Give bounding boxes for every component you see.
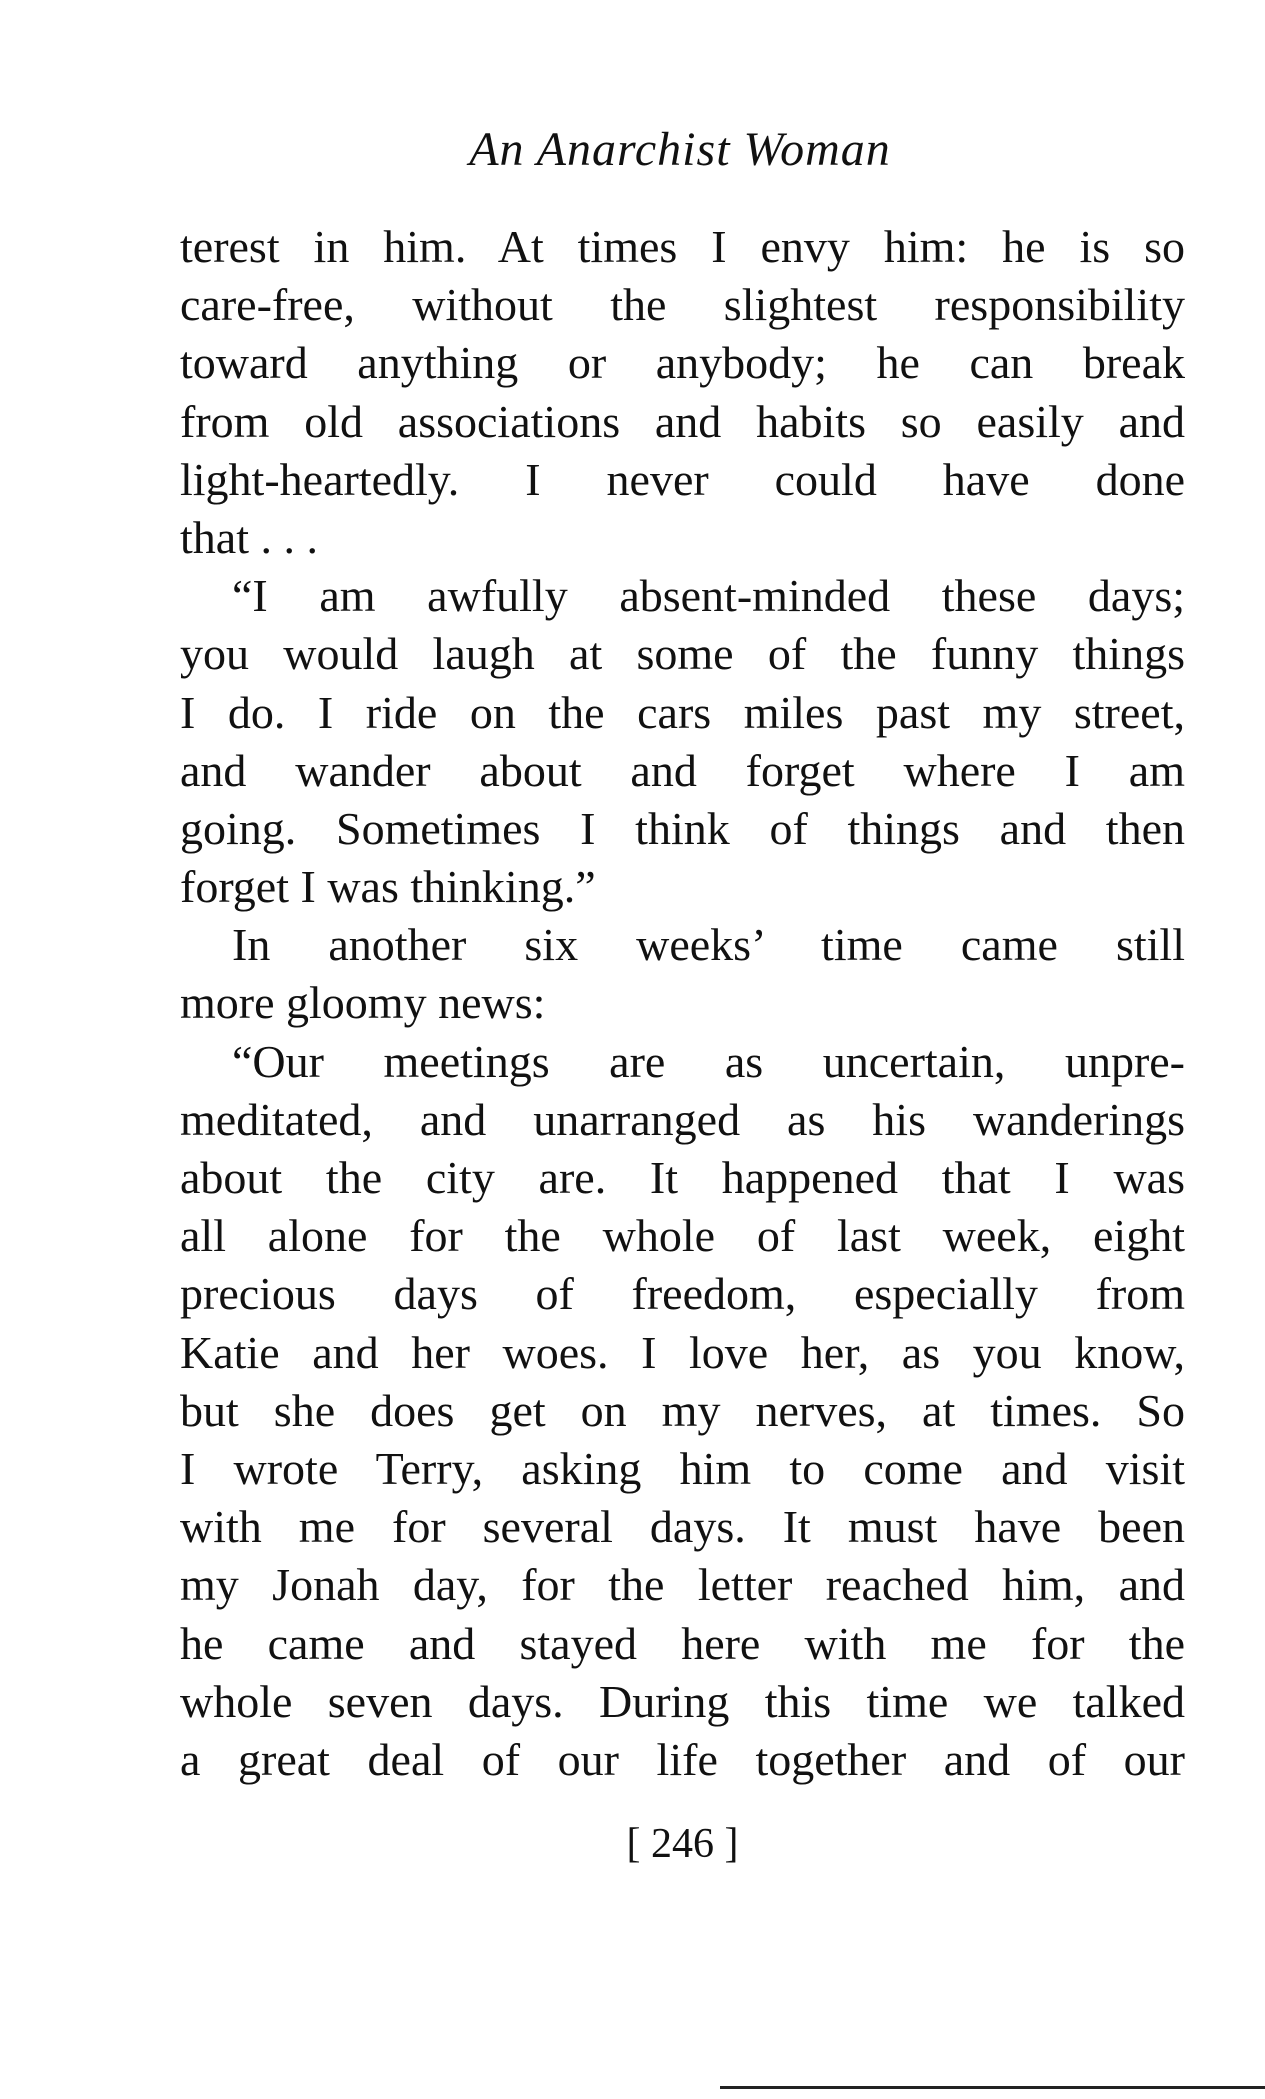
running-head: An Anarchist Woman — [469, 123, 891, 176]
text-line: whole seven days. During this time we talked — [180, 1675, 1185, 1727]
text-line: In another six weeks’ time came still — [232, 919, 1185, 971]
body-text — [180, 218, 1185, 1789]
text-line: toward anything or anybody; he can break — [180, 337, 1185, 389]
page-number: [ 246 ] — [626, 1821, 739, 1867]
bottom-rule — [720, 2086, 1265, 2089]
text-line: I do. I ride on the cars miles past my street, — [180, 686, 1185, 738]
text-line: my Jonah day, for the letter reached him, and — [180, 1559, 1185, 1611]
text-line: that . . . — [180, 511, 318, 563]
text-line: a great deal of our life together and of our — [180, 1733, 1185, 1785]
text-line: but she does get on my nerves, at times. So — [180, 1384, 1185, 1436]
text-line: more gloomy news: — [180, 977, 546, 1029]
text-line: light-heartedly. I never could have done — [180, 453, 1185, 505]
text-line: care-free, without the slightest responsibility — [180, 279, 1185, 331]
text-line: you would laugh at some of the funny things — [180, 628, 1185, 680]
text-line: about the city are. It happened that I was — [180, 1152, 1185, 1203]
text-line: and wander about and forget where I am — [180, 744, 1185, 796]
text-line: with me for several days. It must have been — [180, 1501, 1185, 1553]
text-line: “Our meetings are as uncertain, unpre- — [232, 1035, 1185, 1087]
text-line: from old associations and habits so easily and — [180, 395, 1185, 447]
text-line: meditated, and unarranged as his wanderings — [180, 1093, 1185, 1145]
text-line: precious days of freedom, especially from — [180, 1268, 1185, 1320]
text-line: forget I was thinking.” — [180, 861, 596, 913]
text-line: terest in him. At times I envy him: he is so — [180, 221, 1185, 272]
text-line: he came and stayed here with me for the — [180, 1617, 1185, 1669]
text-line: “I am awfully absent-minded these days; — [232, 570, 1185, 622]
text-line: Katie and her woes. I love her, as you know, — [180, 1326, 1185, 1378]
text-line: I wrote Terry, asking him to come and visit — [180, 1442, 1185, 1494]
text-line: going. Sometimes I think of things and then — [180, 802, 1185, 854]
text-line: all alone for the whole of last week, eight — [180, 1210, 1185, 1262]
